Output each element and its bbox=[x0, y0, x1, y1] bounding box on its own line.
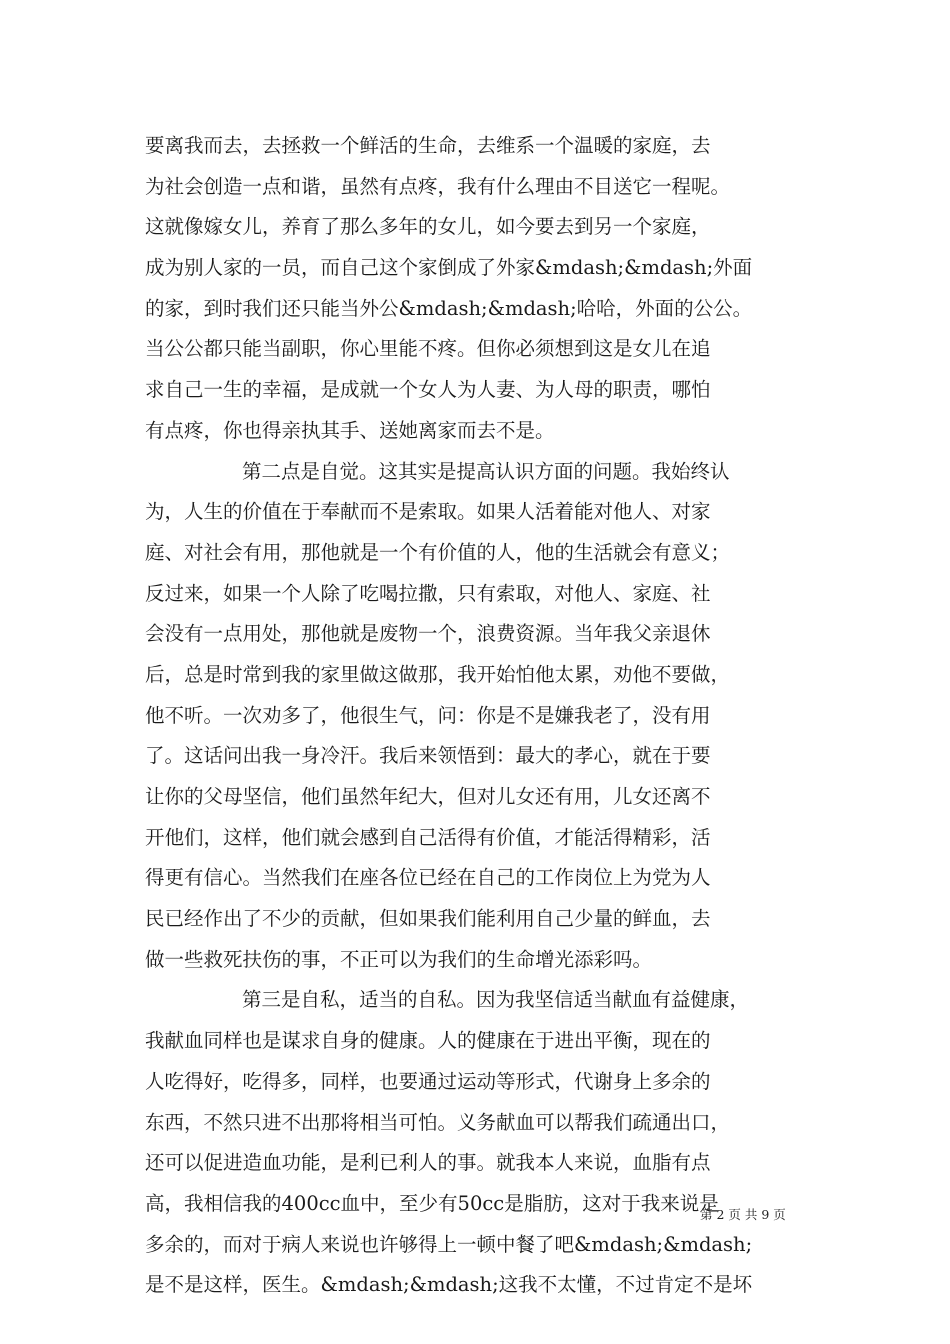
text-line: 了。这话问出我一身冷汗。我后来领悟到：最大的孝心，就在于要 bbox=[145, 744, 711, 768]
text-line: 做一些救死扶伤的事，不正可以为我们的生命增光添彩吗。 bbox=[145, 947, 653, 971]
text-line: 多余的，而对于病人来说也许够得上一顿中餐了吧&mdash;&mdash; bbox=[145, 1232, 753, 1256]
text-line: 庭、对社会有用，那他就是一个有价值的人，他的生活就会有意义； bbox=[145, 540, 731, 564]
page-number-footer: 第 2 页 共 9 页 bbox=[700, 1207, 786, 1222]
text-line: 我献血同样也是谋求自身的健康。人的健康在于进出平衡，现在的 bbox=[145, 1029, 711, 1053]
text-line: 要离我而去，去拯救一个鲜活的生命，去维系一个温暖的家庭，去 bbox=[145, 134, 711, 157]
text-line: 为，人生的价值在于奉献而不是索取。如果人活着能对他人、对家 bbox=[145, 500, 711, 524]
text-line: 是不是这样，医生。&mdash;&mdash;这我不太懂，不过肯定不是坏 bbox=[145, 1273, 753, 1297]
text-line: 让你的父母坚信，他们虽然年纪大，但对儿女还有用，儿女还离不 bbox=[145, 785, 711, 808]
text-line: 的家，到时我们还只能当外公&mdash;&mdash;哈哈，外面的公公。 bbox=[145, 296, 753, 320]
text-line: 反过来，如果一个人除了吃喝拉撒，只有索取，对他人、家庭、社 bbox=[145, 581, 711, 605]
text-line: 会没有一点用处，那他就是废物一个，浪费资源。当年我父亲退休 bbox=[145, 622, 711, 646]
text-line: 后，总是时常到我的家里做这做那，我开始怕他太累，劝他不要做， bbox=[145, 662, 731, 686]
text-line: 还可以促进造血功能，是利已利人的事。就我本人来说，血脂有点 bbox=[145, 1151, 711, 1175]
text-line: 他不听。一次劝多了，他很生气，问：你是不是嫌我老了，没有用 bbox=[145, 703, 711, 727]
text-line: 第三是自私，适当的自私。因为我坚信适当献血有益健康， bbox=[242, 988, 750, 1012]
text-line: 东西，不然只进不出那将相当可怕。义务献血可以帮我们疏通出口， bbox=[145, 1110, 731, 1134]
text-line: 民已经作出了不少的贡献，但如果我们能利用自己少量的鲜血，去 bbox=[145, 907, 711, 931]
text-line: 求自己一生的幸福，是成就一个女人为人妻、为人母的职责，哪怕 bbox=[145, 378, 711, 402]
text-line: 第二点是自觉。这其实是提高认识方面的问题。我始终认 bbox=[242, 459, 730, 483]
text-line: 高，我相信我的400cc血中，至少有50cc是脂肪，这对于我来说是 bbox=[145, 1191, 719, 1215]
text-line: 人吃得好，吃得多，同样，也要通过运动等形式，代谢身上多余的 bbox=[145, 1069, 711, 1093]
text-line: 得更有信心。当然我们在座各位已经在自己的工作岗位上为党为人 bbox=[145, 866, 711, 890]
text-line: 这就像嫁女儿，养育了那么多年的女儿，如今要去到另一个家庭， bbox=[145, 215, 711, 239]
body-text bbox=[145, 126, 835, 1306]
text-line: 为社会创造一点和谐，虽然有点疼，我有什么理由不目送它一程呢。 bbox=[145, 174, 731, 198]
text-line: 成为别人家的一员，而自己这个家倒成了外家&mdash;&mdash;外面 bbox=[145, 256, 753, 280]
text-line: 有点疼，你也得亲执其手、送她离家而去不是。 bbox=[145, 418, 555, 442]
text-line: 开他们，这样，他们就会感到自己活得有价值，才能活得精彩，活 bbox=[145, 825, 711, 849]
text-line: 当公公都只能当副职，你心里能不疼。但你必须想到这是女儿在追 bbox=[145, 337, 711, 361]
